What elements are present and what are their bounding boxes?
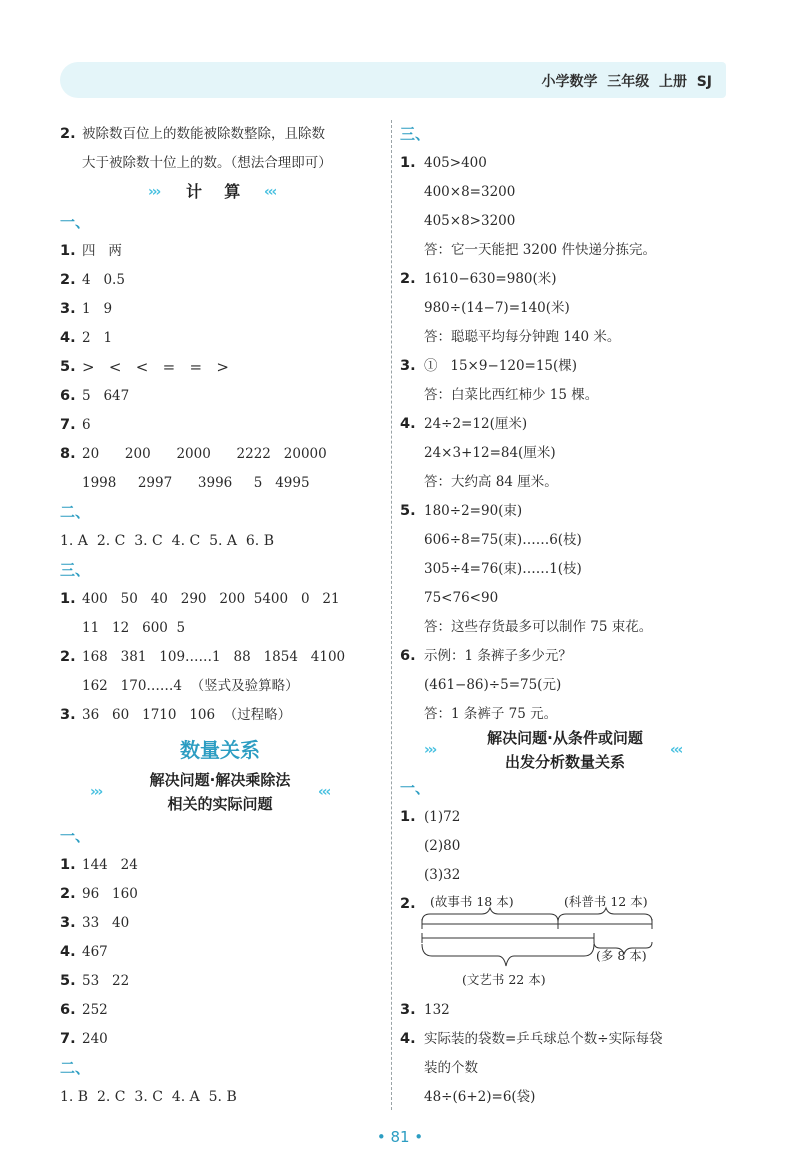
answer-text: 75<76<90 <box>424 590 499 606</box>
section-label: 一、 <box>60 827 91 845</box>
diagram-label-art: (文艺书 22 本) <box>462 972 546 987</box>
answer-text: (1)72 <box>424 809 461 825</box>
answer-text: 240 <box>82 1031 108 1047</box>
diagram-label-science: (科普书 12 本) <box>564 894 648 909</box>
section-label: 三、 <box>60 561 91 579</box>
answer-text: 2 1 <box>82 330 113 346</box>
answer-text: 48÷(6+2)=6(袋) <box>424 1089 536 1105</box>
answer-text: (3)32 <box>424 867 461 883</box>
answer-text: 400×8=3200 <box>424 184 516 200</box>
item-number: 4. <box>400 1031 416 1047</box>
answer-text: > < < = = > <box>82 358 229 376</box>
answer-text: 980÷(14−7)=140(米) <box>424 300 570 316</box>
answer-text: 168 381 109……1 88 1854 4100 <box>82 649 346 665</box>
item-number: 3. <box>400 1002 416 1018</box>
header-text: 小学数学 三年级 上册 SJ <box>541 74 712 90</box>
item-number: 3. <box>400 358 416 374</box>
answer-text: 24×3+12=84(厘米) <box>424 445 556 461</box>
item-number: 6. <box>400 648 416 664</box>
answer-text: (2)80 <box>424 838 461 854</box>
answer-text: 1998 2997 3996 5 4995 <box>82 475 310 491</box>
answer-text: 405×8>3200 <box>424 213 516 229</box>
item-number: 6. <box>60 1002 76 1018</box>
answer-text: 144 24 <box>82 857 138 873</box>
answer-text: 20 200 2000 2222 20000 <box>82 446 327 462</box>
answer-text: (461−86)÷5=75(元) <box>424 677 562 693</box>
answer-text: 405>400 <box>424 155 487 171</box>
answer-text: 305÷4=76(束)……1(枝) <box>424 561 582 577</box>
chevron-right-deco-icon: ››› <box>148 184 160 200</box>
answer-text: 1. A 2. C 3. C 4. C 5. A 6. B <box>60 533 274 549</box>
answer-text: 96 160 <box>82 886 138 902</box>
answer-text: 实际装的袋数=乒乓球总个数÷实际每袋 <box>424 1031 663 1047</box>
answer-text: 大于被除数十位上的数。（想法合理即可） <box>82 155 332 171</box>
page-number: • 81 • <box>376 1128 424 1146</box>
item-number: 8. <box>60 446 76 462</box>
diagram-label-more: (多 8 本) <box>596 948 647 963</box>
answer-text: 被除数百位上的数能被除数整除，且除数 <box>82 126 325 142</box>
chevron-left-deco-icon: ‹‹‹ <box>318 784 330 800</box>
item-number: 2. <box>60 272 76 288</box>
answer-text: 132 <box>424 1002 450 1018</box>
chevron-right-deco-icon: ››› <box>424 742 436 758</box>
answer-text: 467 <box>82 944 108 960</box>
answer-text: 33 40 <box>82 915 130 931</box>
answer-text: 180÷2=90(束) <box>424 503 523 519</box>
answer-text: 4 0.5 <box>82 272 125 288</box>
item-number: 2. <box>60 649 76 665</box>
subsection-title: 解决问题·从条件或问题 出发分析数量关系 <box>487 729 643 771</box>
answer-text: 24÷2=12(厘米) <box>424 416 528 432</box>
item-number: 3. <box>60 915 76 931</box>
subsection-title: 解决问题·解决乘除法 相关的实际问题 <box>149 771 291 813</box>
item-number: 7. <box>60 417 76 433</box>
answer-text: 答：它一天能把 3200 件快递分拣完。 <box>424 242 656 258</box>
section-title-calc: 计 算 <box>186 182 241 201</box>
answer-text: 400 50 40 290 200 5400 0 21 <box>82 591 340 607</box>
item-number: 4. <box>60 944 76 960</box>
answer-text: 36 60 1710 106 （过程略） <box>82 707 292 723</box>
chevron-left-deco-icon: ‹‹‹ <box>264 184 276 200</box>
answer-text: 252 <box>82 1002 108 1018</box>
item-number: 2. <box>400 271 416 287</box>
item-number: 2. <box>400 896 416 912</box>
section-label: 三、 <box>400 125 431 143</box>
item-number: 4. <box>400 416 416 432</box>
answer-text: 装的个数 <box>424 1060 478 1076</box>
item-number: 2. <box>60 886 76 902</box>
item-number: 4. <box>60 330 76 346</box>
item-number: 1. <box>400 155 416 171</box>
chevron-right-deco-icon: ››› <box>90 784 102 800</box>
answer-text: 示例：1 条裤子多少元？ <box>424 648 572 664</box>
answer-text: 答：白菜比西红柿少 15 棵。 <box>424 387 599 403</box>
item-number: 6. <box>60 388 76 404</box>
answer-text: 53 22 <box>82 973 130 989</box>
item-number: 7. <box>60 1031 76 1047</box>
item-number: 3. <box>60 301 76 317</box>
item-number: 5. <box>400 503 416 519</box>
item-number: 3. <box>60 707 76 723</box>
chapter-title: 数量关系 <box>180 738 260 762</box>
answer-text: 606÷8=75(束)……6(枝) <box>424 532 582 548</box>
section-label: 一、 <box>400 779 431 797</box>
item-number: 1. <box>400 809 416 825</box>
answer-text: 答：聪聪平均每分钟跑 140 米。 <box>424 329 621 345</box>
section-label: 一、 <box>60 213 91 231</box>
page-header <box>60 62 726 98</box>
answer-text: 1 9 <box>82 301 113 317</box>
column-divider <box>391 120 392 1110</box>
answer-text: 1610−630=980(米) <box>424 271 557 287</box>
item-number: 2. <box>60 126 76 142</box>
answer-text: 答：这些存货最多可以制作 75 束花。 <box>424 619 653 635</box>
answer-text: 11 12 600 5 <box>82 620 186 636</box>
answer-text: 162 170……4 （竖式及验算略） <box>82 678 299 694</box>
item-number: 1. <box>60 243 76 259</box>
item-number: 5. <box>60 359 76 375</box>
answer-text: ① 15×9−120=15(棵) <box>424 358 578 374</box>
answer-text: 1. B 2. C 3. C 4. A 5. B <box>60 1089 237 1105</box>
answer-text: 四 两 <box>82 243 122 259</box>
section-label: 二、 <box>60 503 91 521</box>
answer-text: 6 <box>82 417 91 433</box>
item-number: 5. <box>60 973 76 989</box>
item-number: 1. <box>60 591 76 607</box>
answer-text: 答：大约高 84 厘米。 <box>424 474 558 490</box>
section-label: 二、 <box>60 1059 91 1077</box>
item-number: 1. <box>60 857 76 873</box>
diagram-label-story: (故事书 18 本) <box>430 894 514 909</box>
chevron-left-deco-icon: ‹‹‹ <box>670 742 682 758</box>
answer-text: 5 647 <box>82 388 130 404</box>
answer-text: 答：1 条裤子 75 元。 <box>424 706 558 722</box>
